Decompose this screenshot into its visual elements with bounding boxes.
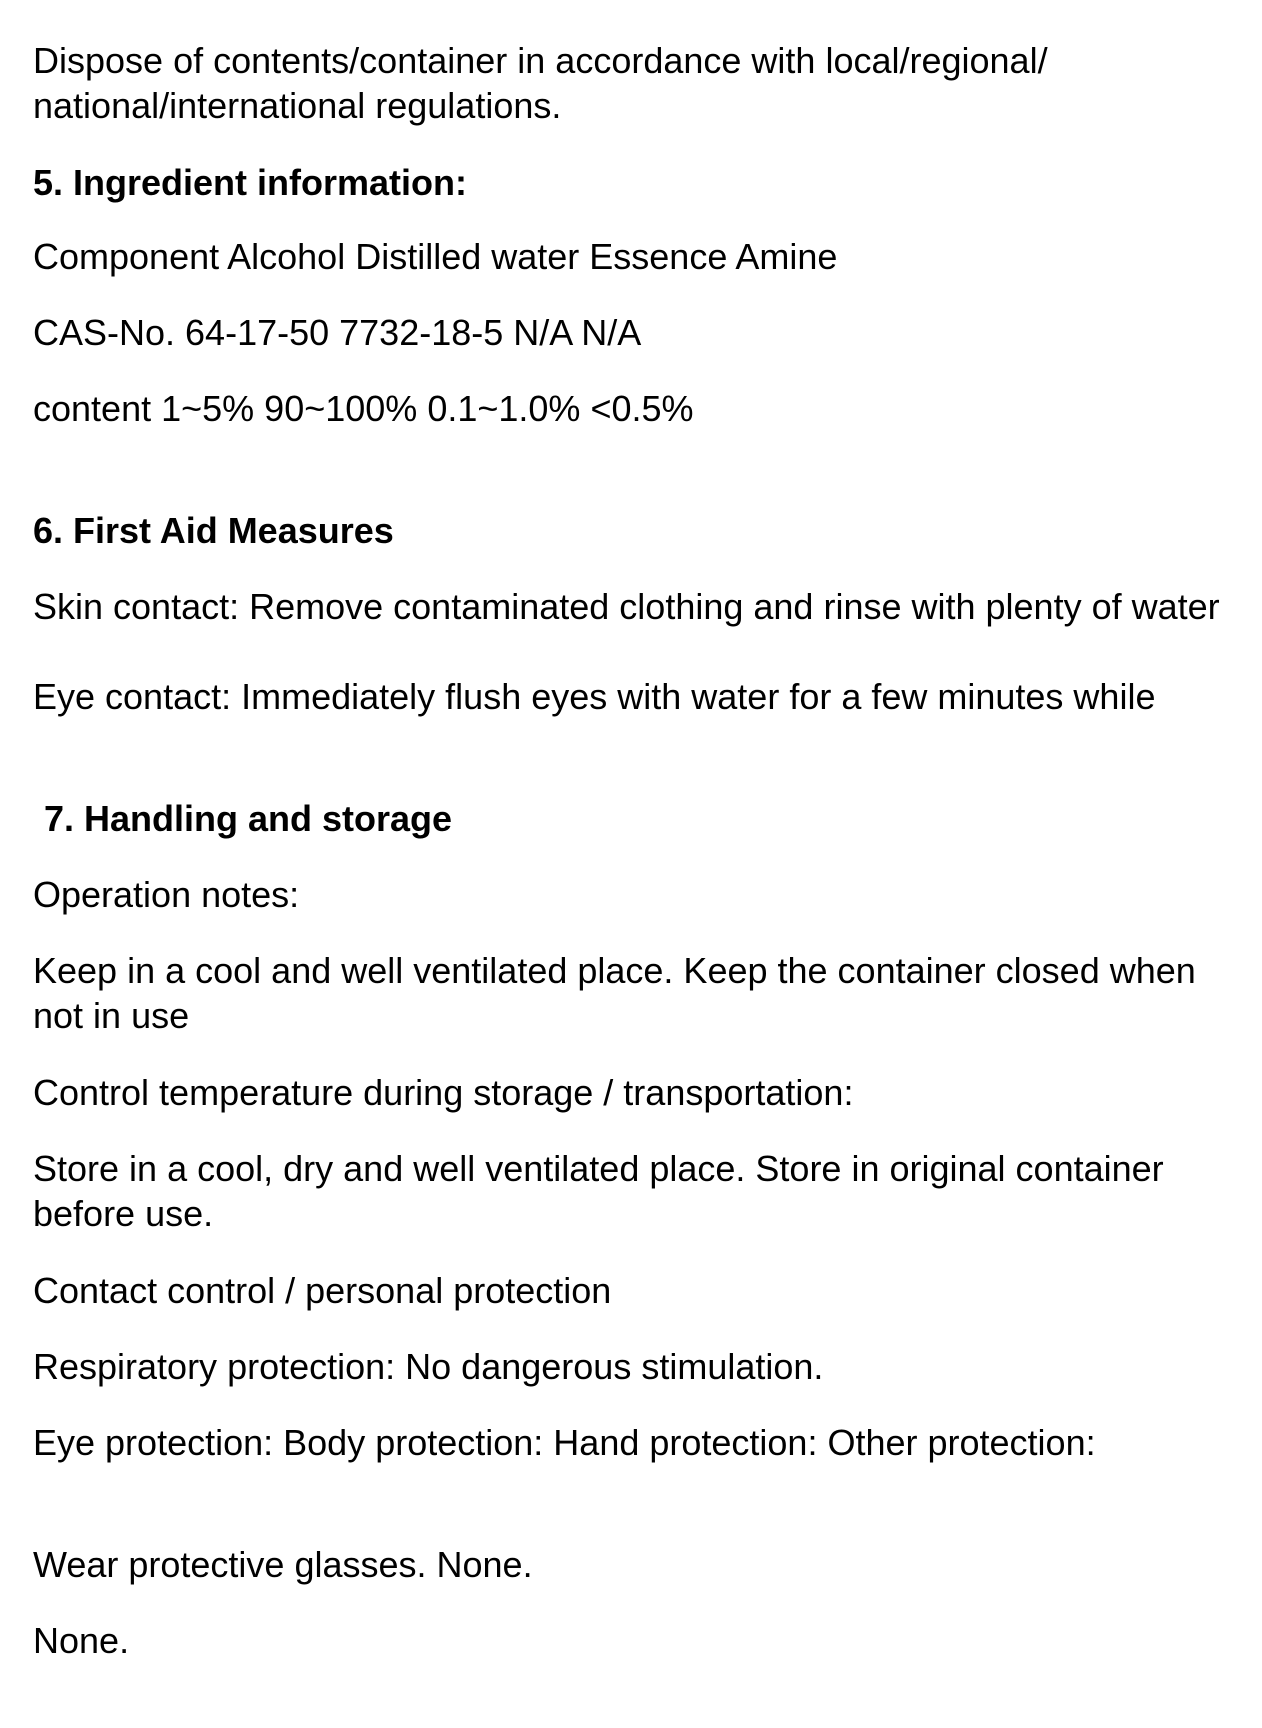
ingredient-content-line: content 1~5% 90~100% 0.1~1.0% <0.5% xyxy=(33,388,694,429)
operation-notes-label: Operation notes: xyxy=(33,874,300,915)
section6-heading: 6. First Aid Measures xyxy=(33,510,394,551)
dispose-text: Dispose of contents/container in accordance with local/regional/ national/international regulations. xyxy=(33,40,1048,126)
protection-labels-text: Eye protection: Body protection: Hand protection: Other protection: xyxy=(33,1422,1096,1463)
protection-values-1: Wear protective glasses. None. xyxy=(33,1544,533,1585)
protection-values-2: None. xyxy=(33,1620,130,1661)
temperature-text: Store in a cool, dry and well ventilated place. Store in original container before use. xyxy=(33,1148,1164,1234)
respiratory-protection-text: Respiratory protection: No dangerous stimulation. xyxy=(33,1346,824,1387)
eye-contact-text: Eye contact: Immediately flush eyes with water for a few minutes while xyxy=(33,676,1156,717)
temperature-label: Control temperature during storage / transportation: xyxy=(33,1072,854,1113)
contact-control-label: Contact control / personal protection xyxy=(33,1270,612,1311)
ingredient-component-line: Component Alcohol Distilled water Essence Amine xyxy=(33,236,838,277)
operation-notes-text: Keep in a cool and well ventilated place. Keep the container closed when not in use xyxy=(33,950,1196,1036)
section5-heading: 5. Ingredient information: xyxy=(33,162,468,203)
skin-contact-text: Skin contact: Remove contaminated clothing and rinse with plenty of water xyxy=(33,586,1220,627)
section7-heading: 7. Handling and storage xyxy=(44,798,453,839)
ingredient-cas-line: CAS-No. 64-17-50 7732-18-5 N/A N/A xyxy=(33,312,642,353)
